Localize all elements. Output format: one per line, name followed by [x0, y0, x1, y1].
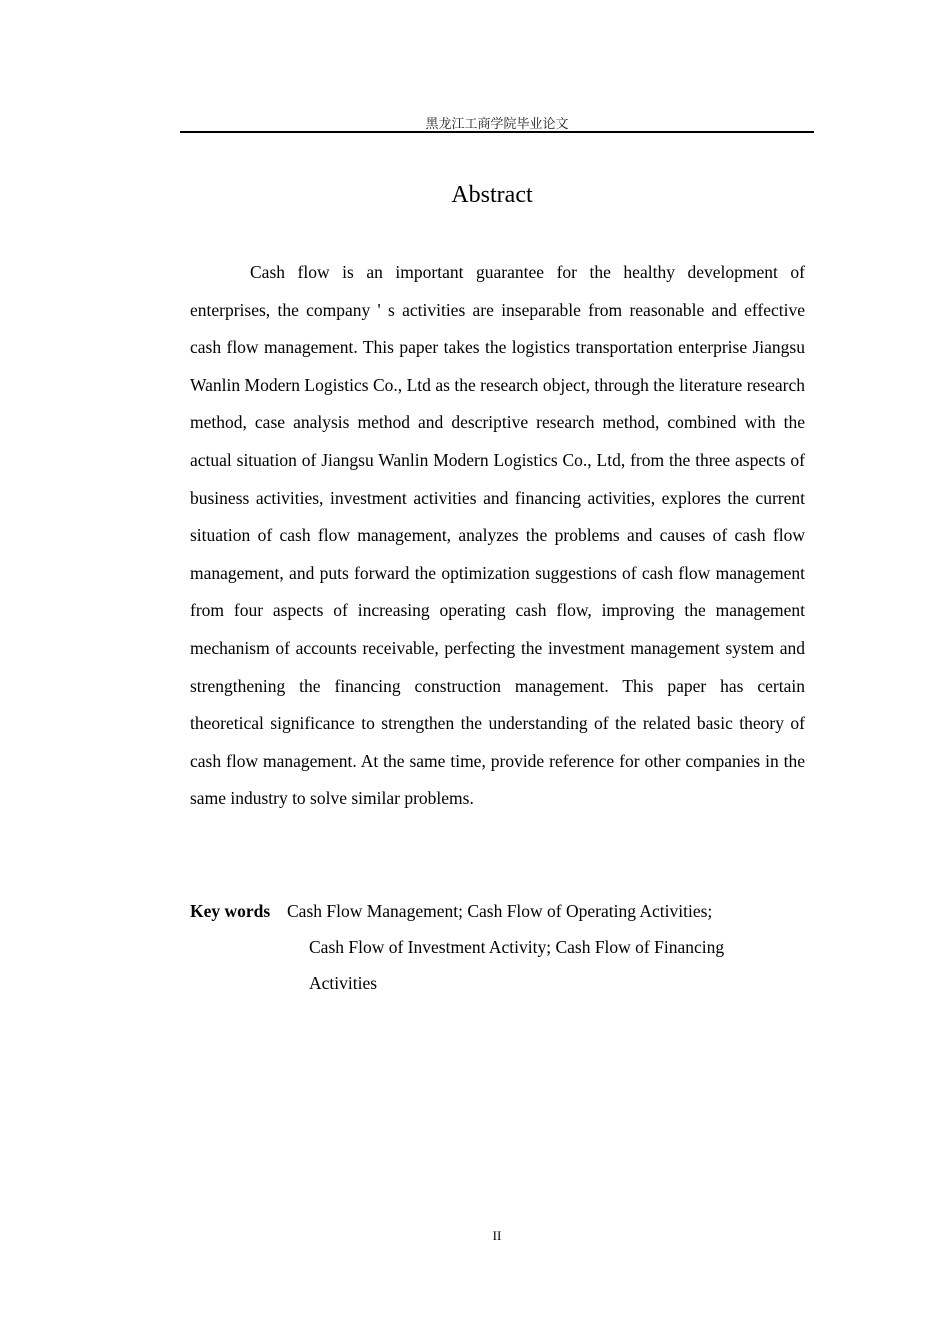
keywords-line-1: Cash Flow Management; Cash Flow of Operating Activities;	[287, 901, 713, 921]
section-title: Abstract	[451, 182, 533, 208]
abstract-body: Cash flow is an important guarantee for the healthy development of enterprises, the company ' s activities are inseparable from reasonable and effective cash flow management. This paper takes the logistics transportation enterprise Jiangsu Wanlin Modern Logistics Co., Ltd as the research object, through the literature research method, case analysis method and descriptive research method, combined with the actual situation of Jiangsu Wanlin Modern Logistics Co., Ltd, from the three aspects of business activities, investment activities and financing activities, explores the current situation of cash flow management, analyzes the problems and causes of cash flow management, and puts forward the optimization suggestions of cash flow management from four aspects of increasing operating cash flow, improving the management mechanism of accounts receivable, perfecting the investment management system and strengthening the financing construction management. This paper has certain theoretical significance to strengthen the understanding of the related basic theory of cash flow management. At the same time, provide reference for other companies in the same industry to solve similar problems.	[190, 262, 805, 809]
page-number: II	[492, 1228, 502, 1243]
page-header: 黑龙江工商学院毕业论文	[425, 116, 569, 131]
keywords-label: Key words	[190, 901, 271, 921]
keywords-continuation: Cash Flow of Investment Activity; Cash Flow of Financing Activities	[309, 937, 725, 993]
header-rule	[180, 131, 814, 133]
